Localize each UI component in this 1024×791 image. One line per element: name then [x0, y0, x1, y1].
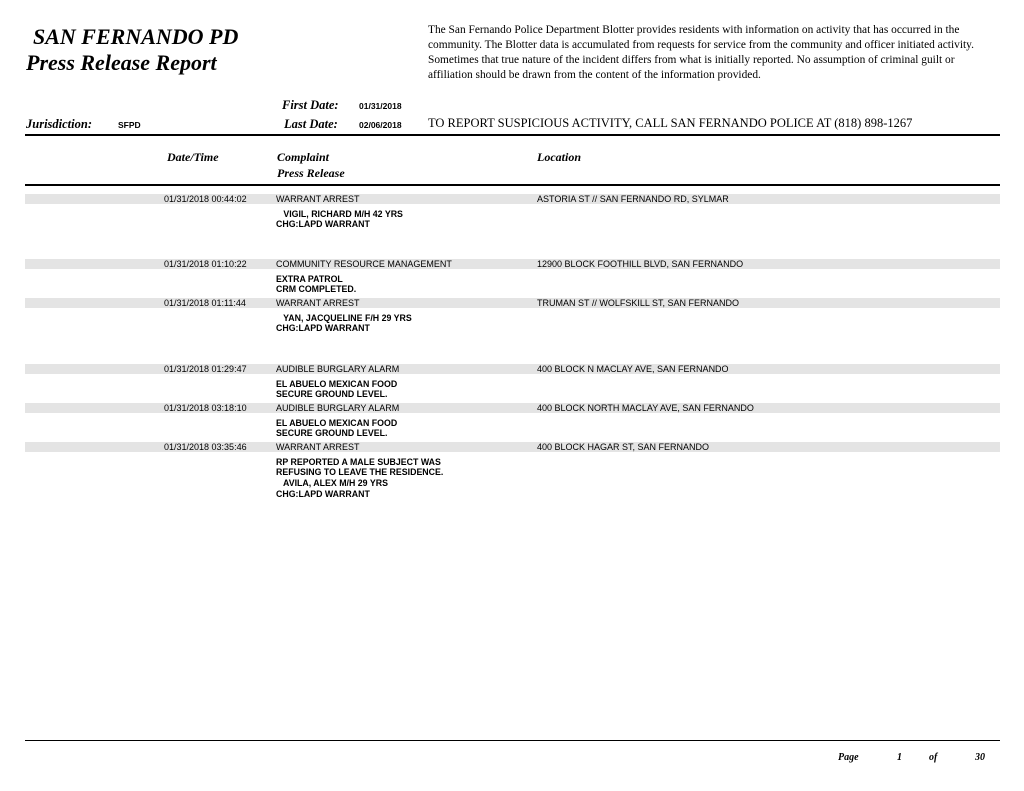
last-date-value: 02/06/2018	[359, 120, 402, 130]
record-note: CHG:LAPD WARRANT	[276, 219, 370, 229]
suspicious-activity-notice: TO REPORT SUSPICIOUS ACTIVITY, CALL SAN FERNANDO POLICE AT (818) 898-1267	[428, 116, 913, 130]
report-title: Press Release Report	[26, 50, 217, 75]
column-header-datetime: Date/Time	[167, 150, 219, 164]
column-header-complaint: Complaint	[277, 150, 330, 164]
record-complaint: COMMUNITY RESOURCE MANAGEMENT	[276, 259, 452, 269]
footer-rule	[25, 740, 1000, 741]
record-note: RP REPORTED A MALE SUBJECT WAS	[276, 457, 441, 467]
first-date-label: First Date:	[282, 98, 339, 112]
record-note: YAN, JACQUELINE F/H 29 YRS	[276, 313, 412, 323]
record-note: REFUSING TO LEAVE THE RESIDENCE.	[276, 467, 444, 477]
first-date-value: 01/31/2018	[359, 101, 402, 111]
record-datetime: 01/31/2018 03:18:10	[164, 403, 247, 413]
record-note: VIGIL, RICHARD M/H 42 YRS	[276, 209, 403, 219]
page-number: 1	[897, 752, 902, 763]
page-total: 30	[975, 752, 985, 763]
column-header-rule	[25, 184, 1000, 186]
column-header-press-release: Press Release	[277, 166, 345, 180]
disclaimer-text: The San Fernando Police Department Blotter provides residents with information on activity that has occurred in the community. The Blotter data is accumulated from requests for service from the community and officer initiated activity. Sometimes that true nature of the incident differs from what is initially reported. No assumption of criminal guilt or affiliation should be drawn from the content of the information provided.	[428, 24, 974, 81]
record-location: 12900 BLOCK FOOTHILL BLVD, SAN FERNANDO	[537, 259, 744, 269]
record-complaint: AUDIBLE BURGLARY ALARM	[276, 403, 400, 413]
record-complaint: WARRANT ARREST	[276, 442, 360, 452]
record-datetime: 01/31/2018 03:35:46	[164, 442, 247, 452]
last-date-label: Last Date:	[284, 117, 338, 131]
page-of-label: of	[929, 752, 938, 763]
record-location: 400 BLOCK HAGAR ST, SAN FERNANDO	[537, 442, 710, 452]
column-header-location: Location	[537, 150, 581, 164]
record-note: EL ABUELO MEXICAN FOOD	[276, 379, 398, 389]
jurisdiction-value: SFPD	[118, 120, 141, 130]
record-note: CHG:LAPD WARRANT	[276, 489, 370, 499]
record-datetime: 01/31/2018 01:10:22	[164, 259, 247, 269]
record-note: AVILA, ALEX M/H 29 YRS	[276, 478, 388, 488]
record-datetime: 01/31/2018 01:11:44	[164, 298, 246, 308]
header-rule	[25, 134, 1000, 136]
record-datetime: 01/31/2018 00:44:02	[164, 194, 247, 204]
record-note: EL ABUELO MEXICAN FOOD	[276, 418, 398, 428]
record-complaint: WARRANT ARREST	[276, 298, 360, 308]
record-note: CRM COMPLETED.	[276, 284, 357, 294]
record-note: SECURE GROUND LEVEL.	[276, 428, 388, 438]
agency-name: SAN FERNANDO PD	[33, 24, 239, 49]
record-location: TRUMAN ST // WOLFSKILL ST, SAN FERNANDO	[537, 298, 740, 308]
page-label: Page	[838, 752, 859, 763]
record-complaint: AUDIBLE BURGLARY ALARM	[276, 364, 400, 374]
record-note: EXTRA PATROL	[276, 274, 343, 284]
record-datetime: 01/31/2018 01:29:47	[164, 364, 247, 374]
record-location: 400 BLOCK N MACLAY AVE, SAN FERNANDO	[537, 364, 729, 374]
record-note: SECURE GROUND LEVEL.	[276, 389, 388, 399]
record-complaint: WARRANT ARREST	[276, 194, 360, 204]
jurisdiction-label: Jurisdiction:	[26, 117, 92, 131]
record-note: CHG:LAPD WARRANT	[276, 323, 370, 333]
record-location: 400 BLOCK NORTH MACLAY AVE, SAN FERNANDO	[537, 403, 754, 413]
record-location: ASTORIA ST // SAN FERNANDO RD, SYLMAR	[537, 194, 729, 204]
